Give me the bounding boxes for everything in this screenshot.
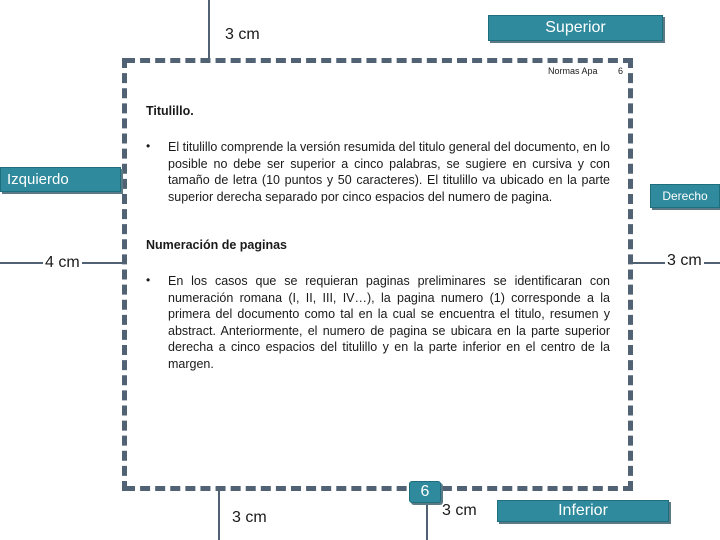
bullet: • [146,139,151,153]
superior-label: Superior [488,15,663,41]
margin-frame-bottom [125,486,633,491]
running-head: Normas Apa [548,66,598,76]
section-text-titulillo: El titulillo comprende la versión resumida del titulo general del documento, en lo posible no debe ser superior a cinco palabras, se sugiere en cursiva y con tamaño de letra (10 puntos y 50 caracteres). El titulillo va ubicado en la parte superior derecha separado por cinco espacios del numero de pagina. [168,140,610,204]
inferior-label: Inferior [497,500,669,522]
margin-frame-right [628,58,633,491]
margin-frame-left [122,58,127,491]
top-measure-label: 3 cm [225,26,260,43]
derecho-label: Derecho [650,184,720,208]
page-number-badge: 6 [409,481,441,503]
top-measure-line [208,0,210,58]
header-page-number: 6 [618,66,624,76]
left-measure-label: 4 cm [45,254,80,271]
section-title-numeracion: Numeración de paginas [146,238,288,252]
bottom-right-measure-label: 3 cm [442,502,477,519]
right-measure-label: 3 cm [667,252,702,269]
bullet: • [146,273,151,287]
section-text-numeracion: En los casos que se requieran paginas preliminares se identificaran con numeración romana (I, II, III, IV…), la pagina numero (1) corresponde a la primera del documento como tal en la cual se encuentra el titulo, resumen y abstract. Anteriormente, el numero de pagina se ubicara en la parte superior derecha a cinco espacios del titulillo y en la parte inferior en el centro de la margen. [168,274,610,371]
izquierdo-label: Izquierdo [0,167,121,192]
bottom-left-measure-line [218,491,220,540]
bottom-left-measure-label: 3 cm [232,509,267,526]
margin-frame-top [125,58,633,63]
section-title-titulillo: Titulillo. [146,104,194,118]
